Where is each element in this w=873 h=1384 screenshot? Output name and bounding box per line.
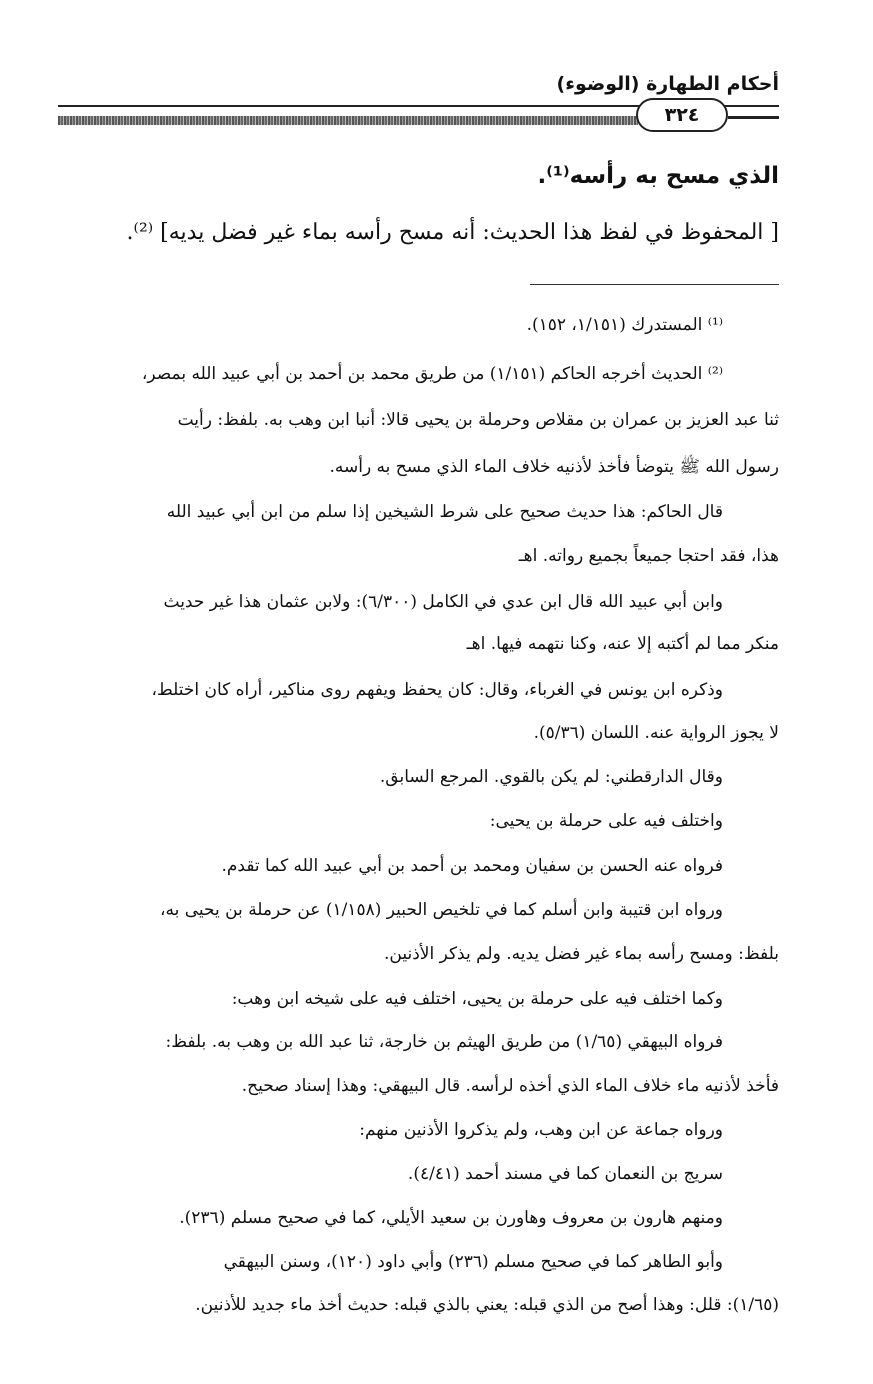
footnote-line: واختلف فيه على حرملة بن يحيى: (489, 811, 723, 831)
footnote-line: هذا، فقد احتجا جميعاً بجميع رواته. اهـ (518, 546, 779, 566)
footnote-line: فرواه عنه الحسن بن سفيان ومحمد بن أحمد بن أبي عبيد الله كما تقدم. (221, 856, 723, 876)
footnote-line: سريج بن النعمان كما في مسند أحمد (٤/٤١). (407, 1164, 723, 1184)
header-ornament-rule (58, 116, 638, 125)
footnote-line: فأخذ لأذنيه ماء خلاف الماء الذي أخذه لرأسه. قال البيهقي: وهذا إسناد صحيح. (241, 1076, 779, 1096)
footnote-line: وذكره ابن يونس في الغرباء، وقال: كان يحفظ ويفهم روى مناكير، أراه كان اختلط، (151, 680, 723, 700)
footnote-line: ⁽²⁾ الحديث أخرجه الحاكم (١/١٥١) من طريق محمد بن أحمد بن أبي عبيد الله بمصر، (141, 364, 723, 384)
footnote-line: منكر مما لم أكتبه إلا عنه، وكنا نتهمه فيها. اهـ (466, 634, 779, 654)
main-text-line-1: الذي مسح به رأسه⁽¹⁾. (537, 163, 779, 189)
footnote-line: وقال الدارقطني: لم يكن بالقوي. المرجع السابق. (379, 767, 723, 787)
footnote-line: ورواه جماعة عن ابن وهب، ولم يذكروا الأذنين منهم: (359, 1120, 723, 1140)
footnote-line: ومنهم هارون بن معروف وهاورن بن سعيد الأيلي، كما في صحيح مسلم (٢٣٦). (179, 1208, 723, 1228)
footnote-line: وابن أبي عبيد الله قال ابن عدي في الكامل (٦/٣٠٠): ولابن عثمان هذا غير حديث (163, 592, 723, 612)
footnote-line: فرواه البيهقي (١/٦٥) من طريق الهيثم بن خارجة، ثنا عبد الله بن وهب به. بلفظ: (165, 1032, 723, 1052)
footnote-line: وأبو الطاهر كما في صحيح مسلم (٢٣٦) وأبي داود (١٢٠)، وسنن البيهقي (223, 1252, 723, 1272)
footnote-line: قال الحاكم: هذا حديث صحيح على شرط الشيخين إذا سلم من ابن أبي عبيد الله (166, 502, 723, 522)
footnote-line: رسول الله ﷺ يتوضأ فأخذ لأذنيه خلاف الماء الذي مسح به رأسه. (329, 457, 779, 477)
footnote-line: ⁽¹⁾ المستدرك (١/١٥١، ١٥٢). (526, 315, 723, 335)
footnote-line: وكما اختلف فيه على حرملة بن يحيى، اختلف فيه على شيخه ابن وهب: (231, 989, 723, 1009)
footnote-line: ورواه ابن قتيبة وابن أسلم كما في تلخيص الحبير (١/١٥٨) عن حرملة بن يحيى به، (159, 900, 723, 920)
footnote-separator (530, 284, 779, 285)
page-number: ٣٢٤ (636, 98, 728, 132)
header-rule-right (728, 116, 779, 119)
main-text-line-2: [ المحفوظ في لفظ هذا الحديث: أنه مسح رأسه بماء غير فضل يديه] ⁽²⁾. (126, 220, 779, 245)
footnote-line: لا يجوز الرواية عنه. اللسان (٥/٣٦). (533, 723, 779, 743)
footnote-line: بلفظ: ومسح رأسه بماء غير فضل يديه. ولم يذكر الأذنين. (383, 944, 779, 964)
footnote-line: ثنا عبد العزيز بن عمران بن مقلاص وحرملة بن يحيى قالا: أنبا ابن وهب به. بلفظ: رأيت (177, 410, 779, 430)
running-title: أحكام الطهارة (الوضوء) (556, 73, 779, 95)
footnote-line: (١/٦٥): قلل: وهذا أصح من الذي قبله: يعني بالذي قبله: حديث أخذ ماء جديد للأذنين. (195, 1295, 779, 1315)
